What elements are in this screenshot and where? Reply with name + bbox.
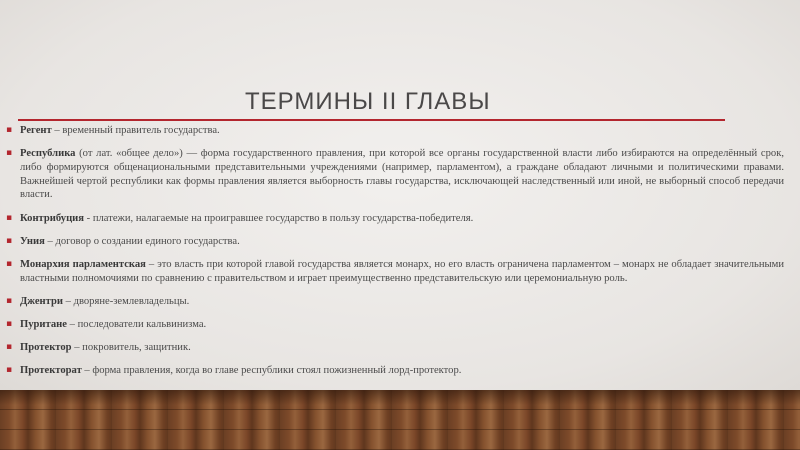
square-bullet-icon: ▪ <box>6 125 13 135</box>
term-definition: – это власть при которой главой государства является монарх, но его власть ограничена парламентом – монарх не обладает значительными властными полномочиями по сравнению с правительством и играет преимущественно представительскую или церемониальную роль. <box>20 258 784 284</box>
term-name: Регент <box>20 125 52 136</box>
slide-title: ТЕРМИНЫ II ГЛАВЫ <box>245 88 491 115</box>
square-bullet-icon: ▪ <box>6 235 13 246</box>
square-bullet-icon: ▪ <box>6 342 13 353</box>
term-name: Протектор <box>20 342 72 354</box>
term-item-contribution <box>6 212 784 226</box>
term-item-protectorate <box>6 364 784 378</box>
term-item-gentry <box>6 295 784 309</box>
term-definition: – форма правления, когда во главе республики стоял пожизненный лорд-протектор. <box>81 365 462 377</box>
term-definition: – договор о создании единого государства. <box>44 235 240 247</box>
square-bullet-icon: ▪ <box>6 258 13 269</box>
term-name: Монархия парламентская <box>20 258 146 270</box>
term-definition: – временный правитель государства. <box>51 125 220 136</box>
title-underline <box>18 119 725 121</box>
term-item-union <box>6 235 784 249</box>
term-item-parliamentary-monarchy <box>6 258 784 285</box>
terms-list <box>6 124 784 388</box>
term-definition: - платежи, налагаемые на проигравшее государство в пользу государства-победителя. <box>84 212 474 224</box>
term-name: Джентри <box>20 295 63 307</box>
term-name: Республика <box>20 148 76 160</box>
term-name: Пуритане <box>20 319 67 331</box>
term-definition: – покровитель, защитник. <box>71 342 191 354</box>
term-item-regent <box>6 124 784 138</box>
term-name: Уния <box>20 235 45 247</box>
square-bullet-icon: ▪ <box>6 295 13 306</box>
term-definition: – дворяне-землевладельцы. <box>62 295 190 307</box>
square-bullet-icon: ▪ <box>6 148 13 159</box>
term-item-republic <box>6 147 784 202</box>
term-name: Контрибуция <box>20 212 85 224</box>
term-name: Протекторат <box>20 365 82 377</box>
square-bullet-icon: ▪ <box>6 319 13 330</box>
wood-floor-background <box>0 390 800 450</box>
term-definition: – последователи кальвинизма. <box>66 319 207 331</box>
square-bullet-icon: ▪ <box>6 365 13 376</box>
term-definition: (от лат. «общее дело») — форма государственного правления, при которой все органы государственной власти либо избираются на определённый срок, либо формируются общенациональными представительными учреждениями (например, парламентом), а граждане обладают личными и политическими правами. Важнейшей чертой республики как формы правления является выборность главы государства, исключающей наследственный или иной, не выборный способ передачи власти. <box>20 148 784 201</box>
term-item-protector <box>6 341 784 355</box>
square-bullet-icon: ▪ <box>6 212 13 223</box>
term-item-puritans <box>6 318 784 332</box>
